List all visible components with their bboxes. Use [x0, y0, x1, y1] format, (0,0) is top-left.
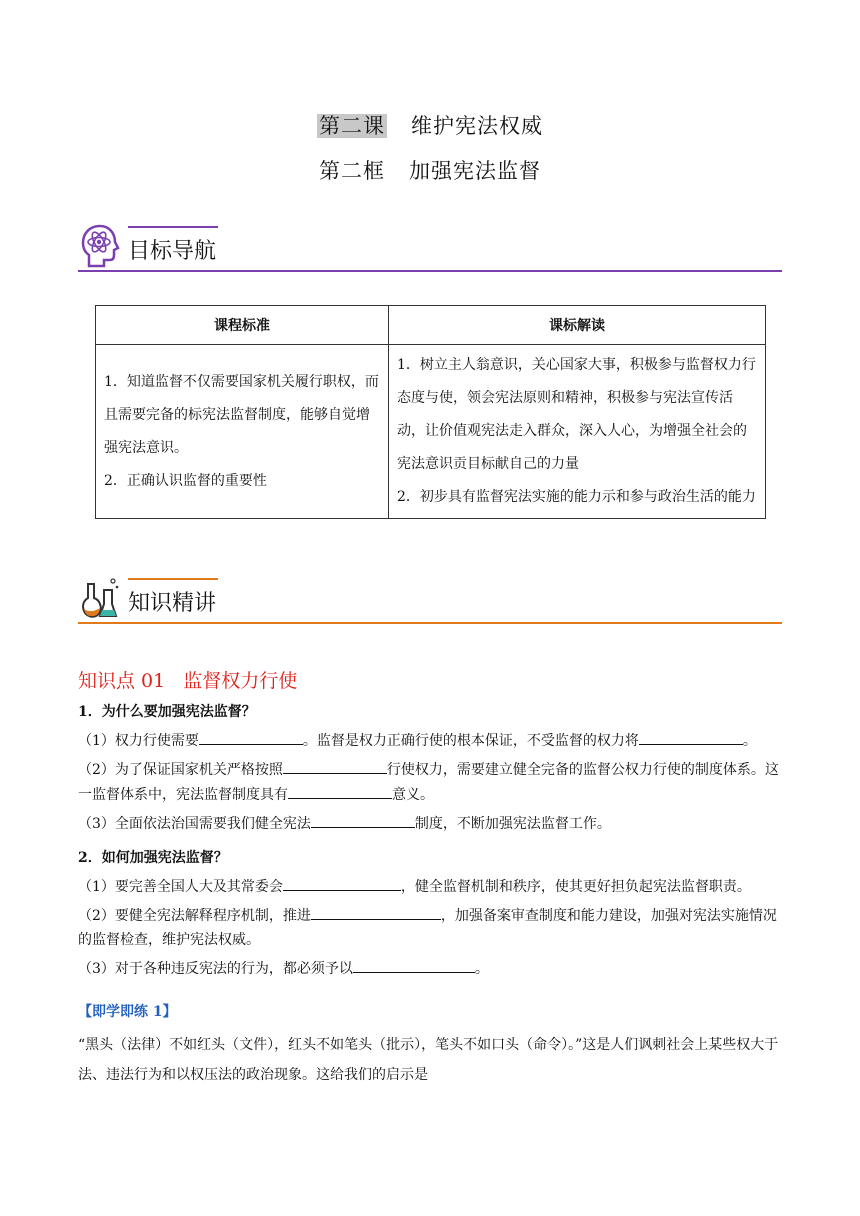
q1-item-2-text: 行使权力，需要建立健全完备的监督公权力行使的制度体系。这一监督体系中，宪法监督制度具有	[78, 762, 779, 803]
q2-item-2-text: （2）要健全宪法解释程序机制，推进	[78, 908, 311, 924]
question-2-title: 2．如何加强宪法监督？	[78, 850, 228, 866]
q2-item-3	[78, 956, 782, 981]
knowledge-header-rule	[78, 622, 782, 624]
curriculum-table	[95, 305, 766, 519]
knowledge-point-number: 知识点 01	[78, 670, 166, 692]
q1-item-3-text: 制度，不断加强宪法监督工作。	[414, 816, 611, 832]
q1-item-1-text: 。	[742, 733, 757, 749]
fill-blank[interactable]	[639, 728, 743, 745]
exercise-block	[78, 1000, 782, 1090]
interpretation-cell	[389, 345, 766, 519]
exercise-label: 【即学即练 1】	[78, 1004, 177, 1020]
knowledge-point-heading	[78, 666, 297, 693]
question-1-title: 1．为什么要加强宪法监督？	[78, 704, 256, 720]
lesson-number: 第二课	[319, 114, 385, 138]
table-row	[96, 345, 766, 519]
frame-name: 加强宪法监督	[409, 159, 541, 183]
goal-section-header	[78, 224, 782, 272]
fill-blank[interactable]	[288, 782, 392, 799]
q1-item-1-text: （1）权力行使需要	[78, 733, 199, 749]
interpretation-item: 1．树立主人翁意识，关心国家大事，积极参与监督权力行态度与使，领会宪法原则和精神，积极参与宪法宣传活动，让价值观宪法走入群众，深入人心，为增强全社会的宪法意识贡目标献自己的力量	[397, 357, 756, 472]
q2-item-1	[78, 874, 782, 899]
knowledge-section-title: 知识精讲	[128, 591, 217, 616]
lesson-name: 维护宪法权威	[411, 114, 543, 138]
knowledge-point-name: 监督权力行使	[183, 670, 298, 692]
table-header-row	[96, 306, 766, 345]
frame-number: 第二框	[319, 159, 385, 183]
q1-item-1-text: 。监督是权力正确行使的根本保证，不受监督的权力将	[302, 733, 639, 749]
q2-item-1-text: ，健全监督机制和秩序，使其更好担负起宪法监督职责。	[400, 879, 751, 895]
standard-cell	[96, 345, 389, 519]
fill-blank[interactable]	[283, 757, 387, 774]
q2-item-1-text: （1）要完善全国人大及其常委会	[78, 879, 283, 895]
question-1-block	[78, 700, 782, 836]
q2-item-2	[78, 903, 782, 952]
fill-blank[interactable]	[311, 903, 441, 920]
fill-blank[interactable]	[199, 728, 303, 745]
q1-item-3	[78, 811, 782, 836]
q1-item-2-text: 意义。	[392, 787, 434, 803]
q2-item-3-text: 。	[474, 961, 489, 977]
goal-header-rule	[78, 270, 782, 272]
goal-section-title: 目标导航	[128, 239, 217, 264]
fill-blank[interactable]	[353, 956, 475, 973]
q1-item-3-text: （3）全面依法治国需要我们健全宪法	[78, 816, 311, 832]
lesson-title	[0, 110, 860, 140]
q2-item-2-text: ，加强备案审查制度和能力建设，加强对宪法实施情况的监督检查，维护宪法权威。	[78, 908, 777, 948]
flask-icon	[80, 576, 120, 620]
q1-item-1	[78, 728, 782, 753]
standard-item: 1．知道监督不仅需要国家机关履行职权，而且需要完备的标宪法监督制度，能够自觉增强宪法意识。	[104, 373, 379, 456]
interpretation-item: 2．初步具有监督宪法实施的能力示和参与政治生活的能力	[397, 489, 756, 505]
question-2-block	[78, 846, 782, 981]
q2-item-3-text: （3）对于各种违反宪法的行为，都必须予以	[78, 961, 353, 977]
head-atom-icon	[80, 224, 120, 268]
q1-item-2-text: （2）为了保证国家机关严格按照	[78, 762, 283, 778]
table-header-standard: 课程标准	[96, 306, 389, 345]
q1-item-2	[78, 757, 782, 807]
exercise-text: “黑头（法律）不如红头（文件），红头不如笔头（批示），笔头不如口头（命令）。”这是人们讽刺社会上某些权大于法、违法行为和以权压法的政治现象。这给我们的启示是	[78, 1037, 779, 1083]
knowledge-section-header	[78, 576, 782, 624]
table-header-interpretation: 课标解读	[389, 306, 766, 345]
frame-title	[0, 155, 860, 185]
fill-blank[interactable]	[283, 874, 401, 891]
standard-item: 2．正确认识监督的重要性	[104, 472, 267, 489]
knowledge-header-topline	[128, 578, 218, 580]
fill-blank[interactable]	[311, 811, 415, 828]
goal-header-topline	[128, 226, 218, 228]
